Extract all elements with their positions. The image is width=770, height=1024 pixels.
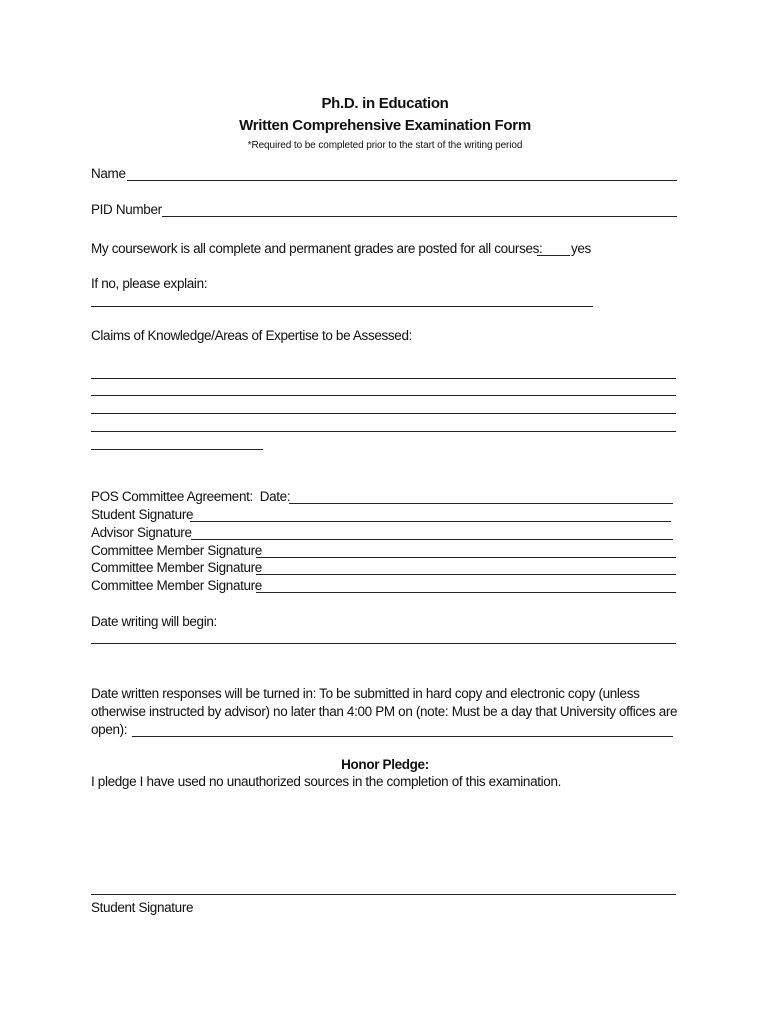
date-turned-in-text-1: Date written responses will be turned in: To be submitted in hard copy and electronic copy (unless (91, 686, 640, 701)
committee-member-signature-field-2[interactable] (256, 574, 676, 575)
claims-line-1[interactable] (91, 378, 676, 379)
claims-label: Claims of Knowledge/Areas of Expertise to be Assessed: (91, 328, 413, 343)
committee-member-signature-field-3[interactable] (256, 592, 676, 593)
honor-signature-label: Student Signature (91, 900, 194, 915)
date-turned-in-text-3: open): (91, 722, 128, 737)
claims-line-4[interactable] (91, 431, 676, 432)
pos-agreement-label: POS Committee Agreement: Date: (91, 489, 291, 504)
student-signature-label: Student Signature (91, 507, 194, 522)
committee-member-signature-label-2: Committee Member Signature (91, 560, 262, 575)
if-no-explain-field[interactable] (91, 306, 593, 307)
claims-line-2[interactable] (91, 395, 676, 396)
coursework-yes-field[interactable] (537, 255, 570, 256)
committee-member-signature-label-1: Committee Member Signature (91, 543, 262, 558)
advisor-signature-field[interactable] (191, 539, 673, 540)
form-note: *Required to be completed prior to the start of the writing period (247, 140, 523, 151)
committee-member-signature-label-3: Committee Member Signature (91, 578, 262, 593)
date-turned-in-text-2: otherwise instructed by advisor) no later than 4:00 PM on (note: Must be a day that University offices are (91, 704, 678, 719)
date-begin-field[interactable] (91, 643, 676, 644)
if-no-label: If no, please explain: (91, 276, 208, 291)
pid-field[interactable] (162, 216, 677, 217)
committee-member-signature-field-1[interactable] (256, 557, 676, 558)
honor-signature-field[interactable] (91, 894, 676, 895)
date-begin-label: Date writing will begin: (91, 614, 217, 629)
coursework-yes-label: yes (571, 241, 591, 256)
date-turned-in-field[interactable] (132, 736, 673, 737)
pos-date-field[interactable] (289, 503, 673, 504)
advisor-signature-label: Advisor Signature (91, 525, 192, 540)
name-field[interactable] (127, 180, 677, 181)
student-signature-field[interactable] (190, 521, 671, 522)
claims-line-3[interactable] (91, 413, 676, 414)
coursework-label: My coursework is all complete and permanent grades are posted for all courses: (91, 241, 543, 256)
claims-line-5[interactable] (91, 449, 263, 450)
pid-label: PID Number (91, 202, 162, 217)
form-subtitle: Written Comprehensive Examination Form (239, 117, 531, 134)
form-title: Ph.D. in Education (321, 95, 449, 112)
honor-pledge-text: I pledge I have used no unauthorized sources in the completion of this examination. (91, 774, 562, 789)
honor-pledge-heading: Honor Pledge: (341, 757, 429, 772)
name-label: Name (91, 166, 126, 181)
